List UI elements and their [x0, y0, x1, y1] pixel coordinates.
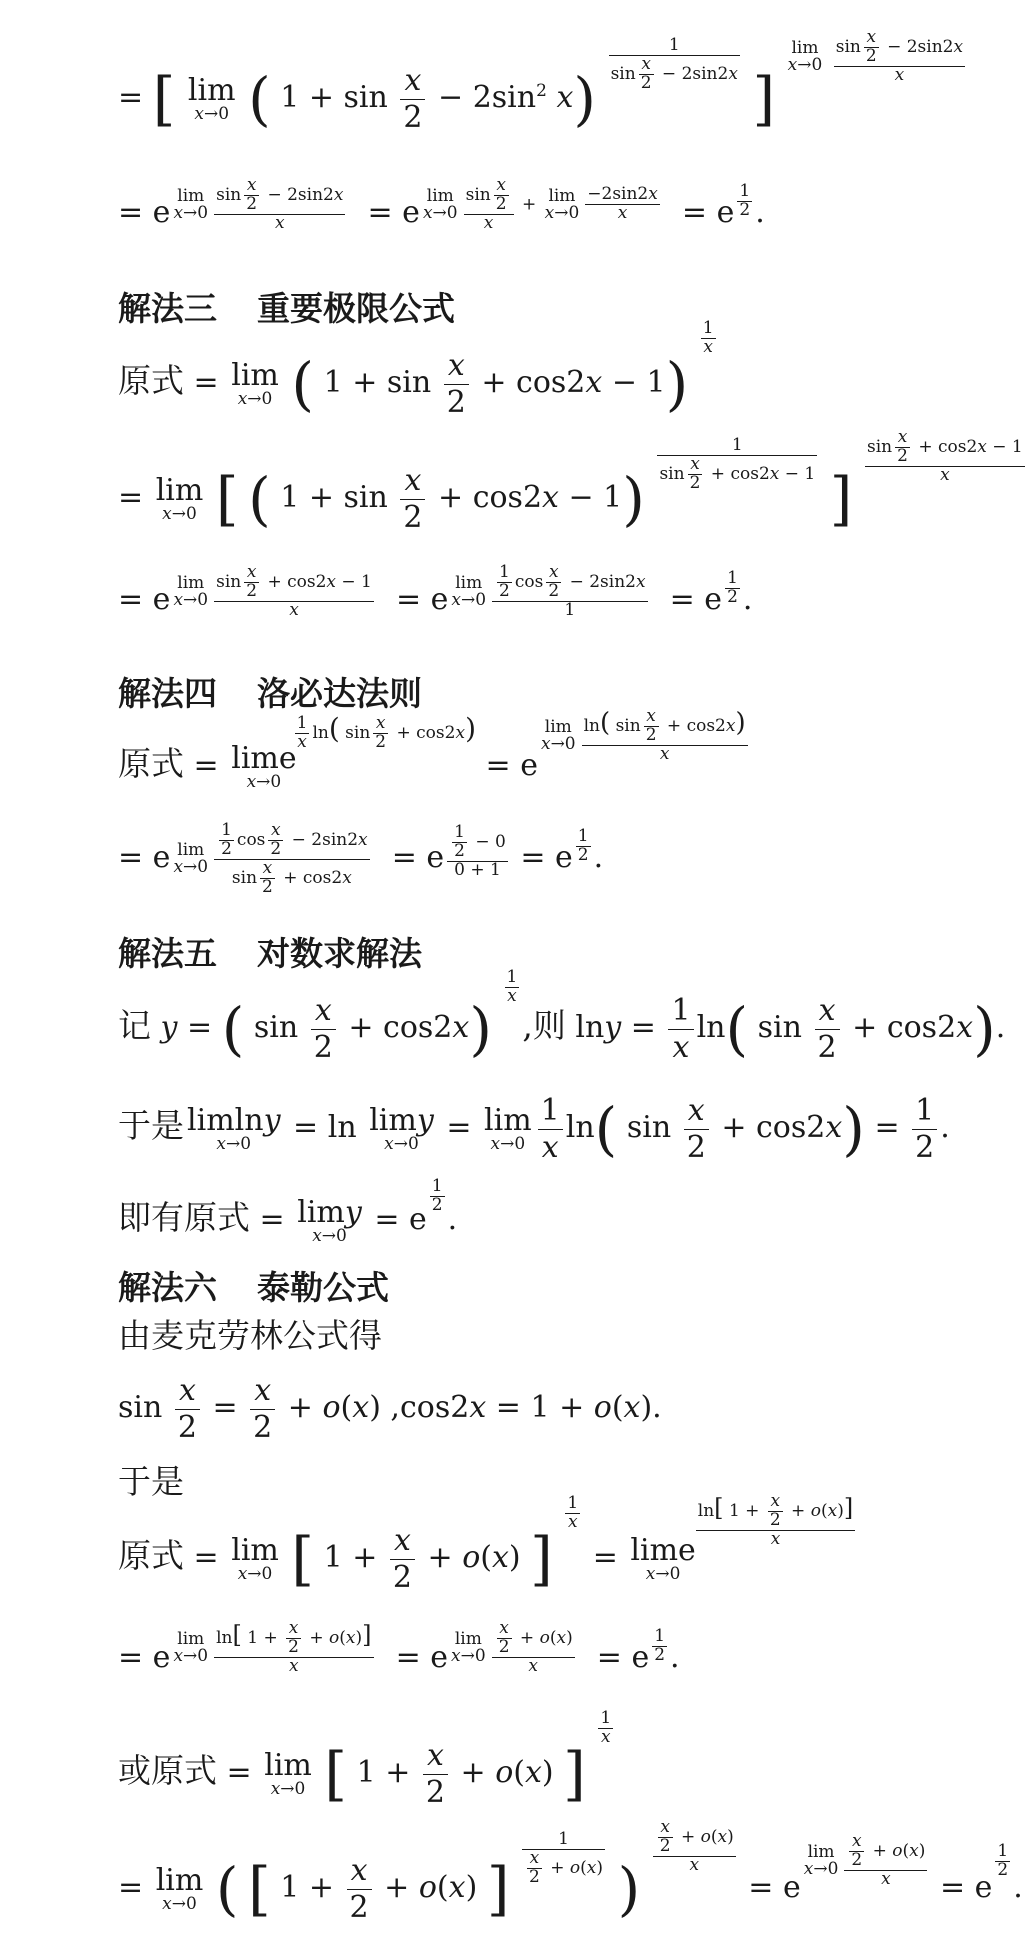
equation-line-12: 原式 = lim x→0 [ 1 + $\frac{x}{2}$ + o(x) ] $\frac{1}{x}$ = lime x→0 ln[ 1 + $\frac{x}{2}$ + o(x)] x [118, 1491, 854, 1595]
equation-line-5: = e lim x→0 sin $\frac{x}{2}$ + cos2x − 1 x = e lim x→0 $\frac{1}{2}$ cos $\frac{x}{2}$ − 2sin2x 1 = e $\frac{1}{2}$ . [118, 562, 753, 620]
method3-title: 重要极限公式 [257, 289, 455, 328]
equation-line-10: 即有原式 = limy x→0 = e $\frac{1}{2}$ . [118, 1176, 458, 1246]
equation-line-9: 于是 limlny x→0 = ln limy x→0 = lim x→0 $\frac{1}{x}$ ln( sin $\frac{x}{2}$ + cos2x) = $\frac{1}{2}$ . [118, 1093, 950, 1165]
equation-line-11: sin $\frac{x}{2}$ = $\frac{x}{2}$ + o(x) ,cos2x = 1 + o(x). [118, 1373, 662, 1445]
equation-line-2: = e lim x→0 sin $\frac{x}{2}$ − 2sin2x x = e lim x→0 sin $\frac{x}{2}$ x + lim x→0 $\frac{-2\sin 2x}{x}$ = e $\frac{1}{2}$ . [118, 175, 765, 233]
equation-line-8: 记 y = ( sin $\frac{x}{2}$ + cos2x) $\frac{1}{x}$ ,则 lny = $\frac{1}{x}$ ln( sin $\frac{x}{2}$ + cos2x). [118, 967, 1006, 1065]
orig-label: 原式 [118, 744, 184, 783]
note-label: 记 [118, 1006, 151, 1045]
equation-line-7: = e lim x→0 $\frac{1}{2}$ cos $\frac{x}{2}$ − 2sin2x sin $\frac{x}{2}$ + cos2x = e $\frac{1}{2}$ − 0 0 + 1 = e $\frac{1}{2}$ . [118, 820, 604, 897]
equation-line-1: = [ lim x→0 ( 1 + sin $\frac{x}{2}$ − $2\sin^2$ x) 1 sin $\frac{x}{2}$ − 2sin2x ] lim x→0 sin $\frac{x}{2}$ − 2sin2x x [118, 27, 964, 135]
method6-title: 泰勒公式 [257, 1268, 389, 1307]
maclaurin-text: 由麦克劳林公式得 [118, 1316, 382, 1355]
huo-label: 或原式 [118, 1751, 217, 1790]
method4-header [118, 668, 422, 715]
orig-label: 原式 [118, 1536, 184, 1575]
method6-label: 解法六 [118, 1268, 217, 1307]
method3-header [118, 283, 455, 330]
method5-header [118, 928, 422, 975]
then-label: ,则 [522, 1006, 566, 1045]
jiyou-label: 即有原式 [118, 1198, 250, 1237]
method3-label: 解法三 [118, 289, 217, 328]
equation-line-15: = lim x→0 ( [ 1 + $\frac{x}{2}$ + o(x) ] 1 $\frac{x}{2}$ + o(x) ) $\frac{x}{2}$ + o(x) x = e lim x→0 $\frac{x}{2}$ + o(x) x = e $\frac{1}{2}$ . [118, 1817, 1023, 1925]
equation-line-3: 原式 = lim x→0 ( 1 + sin $\frac{x}{2}$ + cos2x − 1) $\frac{1}{x}$ [118, 318, 714, 420]
equation-line-6: 原式 = lime x→0 $\frac{1}{x}$ ln( sin $\frac{x}{2}$ + cos2x) = e lim x→0 ln( sin $\frac{x}{2}$ + cos2x) x [118, 706, 746, 792]
equation-line-14: 或原式 = lim x→0 [ 1 + $\frac{x}{2}$ + o(x) ] $\frac{1}{x}$ [118, 1708, 612, 1810]
method4-label: 解法四 [118, 674, 217, 713]
method6-header [118, 1262, 389, 1309]
yushi-label: 于是 [118, 1106, 184, 1145]
orig-label: 原式 [118, 361, 184, 400]
equation-line-13: = e lim x→0 ln[ 1 + $\frac{x}{2}$ + o(x)] x = e lim x→0 $\frac{x}{2}$ + o(x) x = e $\frac{1}{2}$ . [118, 1618, 680, 1676]
method5-label: 解法五 [118, 934, 217, 973]
method4-title: 洛必达法则 [257, 674, 422, 713]
yushi-text: 于是 [118, 1462, 184, 1501]
equation-line-4: = lim x→0 [ ( 1 + sin $\frac{x}{2}$ + cos2x − 1) 1 sin $\frac{x}{2}$ + cos2x − 1 ] sin $\frac{x}{2}$ + cos2x − 1 x [118, 427, 1023, 535]
method5-title: 对数求解法 [257, 934, 422, 973]
